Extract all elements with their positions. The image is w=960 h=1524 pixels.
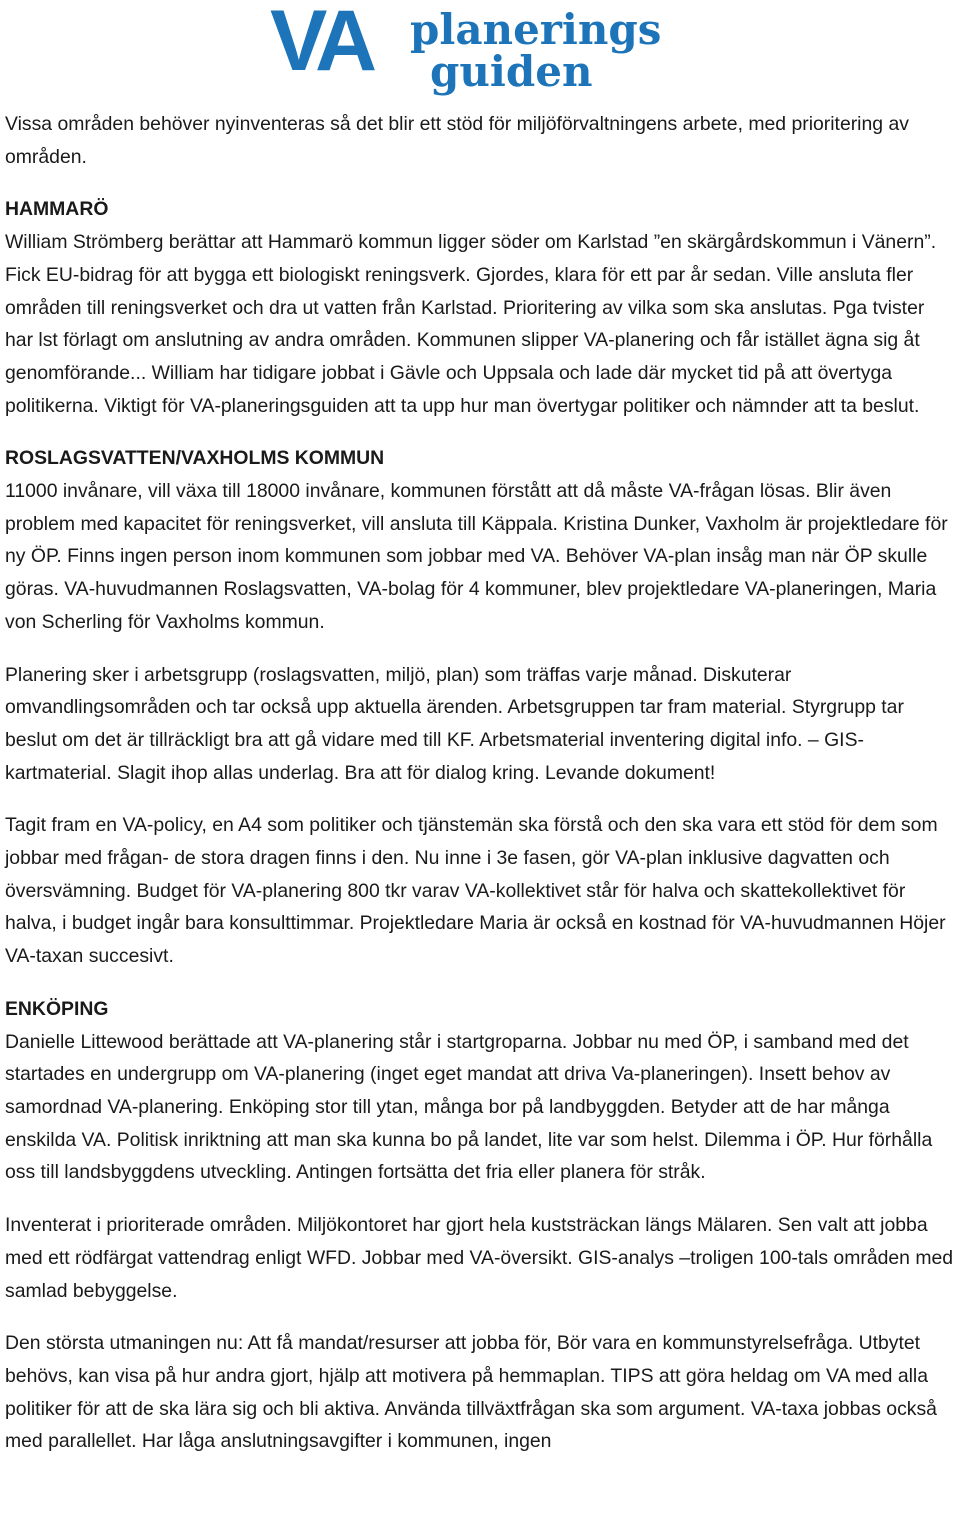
paragraph: [5, 442, 955, 638]
va-planeringsguiden-logo: [270, 0, 690, 96]
paragraph: [5, 108, 955, 173]
paragraph-text: Vissa områden behöver nyinventeras så det blir ett stöd för miljöförvaltningens arbete, med prioritering av områden.: [5, 113, 909, 168]
paragraph: [5, 993, 955, 1189]
paragraph-text: Planering sker i arbetsgrupp (roslagsvatten, miljö, plan) som träffas varje månad. Diskuterar omvandlingsområden och tar också upp aktuella ärenden. Arbetsgruppen tar fram material. Styrgrupp tar beslut om det är tillräckligt bra att gå vidare med till KF. Arbetsmaterial inventering digital info. – GIS-kartmaterial. Slagit ihop allas underlag. Bra att för dialog kring. Levande dokument!: [5, 663, 904, 784]
logo-word-bottom: guiden: [430, 47, 593, 96]
logo-word-top: planerings: [410, 5, 662, 54]
paragraph-text: William Strömberg berättar att Hammarö kommun ligger söder om Karlstad ”en skärgårdskommun i Vänern”. Fick EU-bidrag för att bygga ett biologiskt reningsverk. Gjordes, klara för ett par år sedan. Ville ansluta fler områden till reningsverket och dra ut vatten från Karlstad. Prioritering av vilka som ska anslutas. Pga tvister har lst förlagt om anslutning av andra områden. Kommunen slipper VA-planering och får istället ägna sig åt genomförande... William har tidigare jobbat i Gävle och Uppsala och lade där mycket tid på att övertyga politikerna. Viktigt för VA-planeringsguiden att ta upp hur man övertygar politiker och nämnder att ta beslut.: [5, 231, 937, 417]
logo-mark: VA: [270, 0, 372, 89]
paragraph-text: Inventerat i prioriterade områden. Miljökontoret har gjort hela kuststräckan längs Mälaren. Sen valt att jobba med ett rödfärgat vattendrag enligt WFD. Jobbar med VA-översikt. GIS-analys –troligen 100-tals områden med samlad bebyggelse.: [5, 1214, 954, 1302]
paragraph-text: Den största utmaningen nu: Att få mandat/resurser att jobba för, Bör vara en kommunstyrelsefråga. Utbytet behövs, kan visa på hur andra gjort, hjälp att motivera på hemmaplan. TIPS att göra heldag om VA med alla politiker för att de ska lära sig och bli aktiva. Använda tillväxtfrågan ska som argument. VA-taxa jobbas också med parallellet. Har låga anslutningsavgifter i kommunen, ingen: [5, 1332, 937, 1453]
paragraph: [5, 659, 955, 790]
paragraph: [5, 1209, 955, 1307]
logo: [270, 0, 690, 96]
paragraph-text: Danielle Littewood berättade att VA-planering står i startgroparna. Jobbar nu med ÖP, i samband med det startades en undergrupp om VA-planering (inget eget mandat att driva Va-planeringen). Insett behov av samordnad VA-planering. Enköping stor till ytan, många bor på landbyggden. Betyder att de har många enskilda VA. Politisk inriktning att man ska kunna bo på landet, lite var som helst. Dilemma i ÖP. Hur förhålla oss till landsbyggdens utveckling. Antingen fortsätta det fria eller planera för stråk.: [5, 1030, 933, 1184]
paragraph: [5, 1327, 955, 1458]
paragraph-text: 11000 invånare, vill växa till 18000 invånare, kommunen förstått att då måste VA-frågan lösas. Blir även problem med kapacitet för reningsverket, vill ansluta till Käppala. Kristina Dunker, Vaxholm är projektledare för ny ÖP. Finns ingen person inom kommunen som jobbar med VA. Behöver VA-plan insåg man när ÖP skulle göras. VA-huvudmannen Roslagsvatten, VA-bolag för 4 kommuner, blev projektledare VA-planeringen, Maria von Scherling för Vaxholms kommun.: [5, 480, 948, 633]
section-heading: HAMMARÖ: [5, 198, 109, 221]
section-heading: ROSLAGSVATTEN/VAXHOLMS KOMMUN: [5, 447, 385, 470]
section-heading: ENKÖPING: [5, 997, 109, 1020]
paragraph: [5, 809, 955, 973]
paragraph-text: Tagit fram en VA-policy, en A4 som politiker och tjänstemän ska förstå och den ska vara ett stöd för dem som jobbar med frågan- de stora dragen finns i den. Nu inne i 3e fasen, gör VA-plan inklusive dagvatten och översvämning. Budget för VA-planering 800 tkr varav VA-kollektivet står för halva och skattekollektivet för halva, i budget ingår bara konsulttimmar. Projektledare Maria är också en kostnad för VA-huvudmannen Höjer VA-taxan succesivt.: [5, 814, 946, 968]
document-body: [5, 108, 955, 1478]
paragraph: [5, 193, 955, 422]
